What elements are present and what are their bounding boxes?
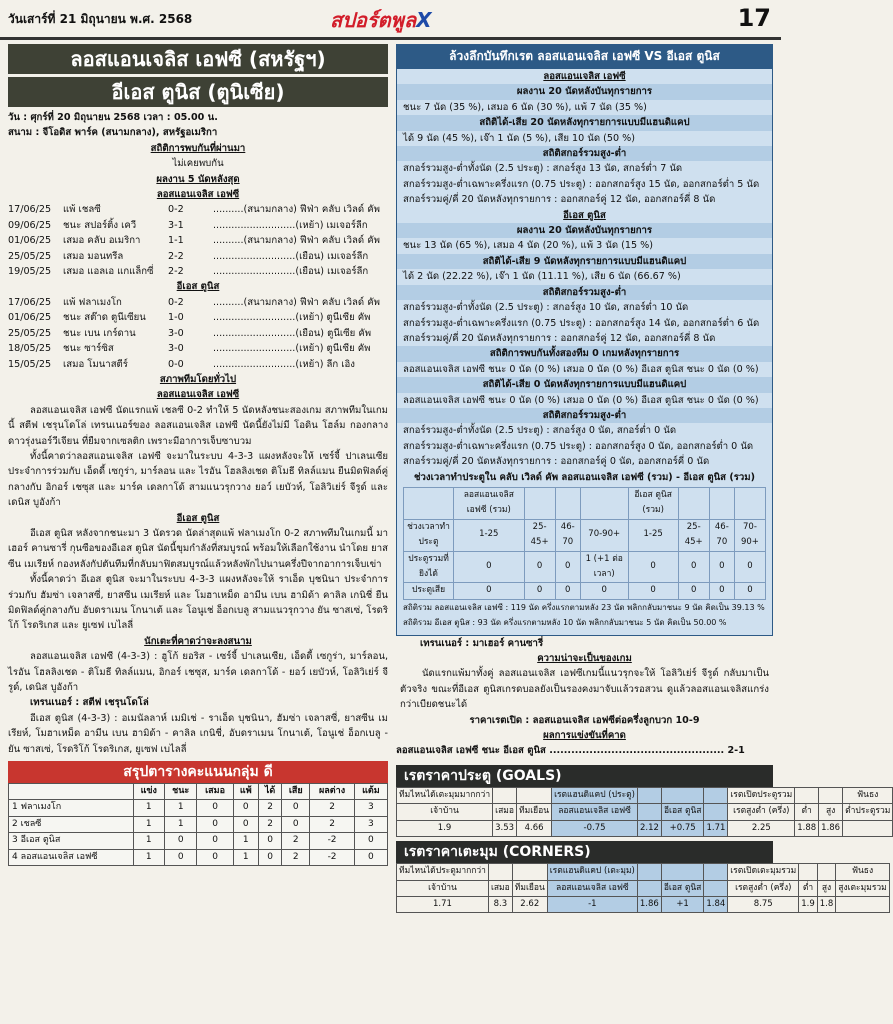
table-cell: 0	[628, 583, 678, 599]
table-cell: 1.8	[817, 896, 836, 912]
table-cell: ทีมเยือน	[512, 880, 547, 896]
table-cell: 0	[734, 551, 765, 583]
stat-line: สกอร์รวมคู่/คี่ 20 นัดหลังทุกรายการ : ออกสกอร์คู่ 12 นัด, ออกสกอร์คี่ 8 นัด	[403, 332, 716, 344]
table-cell: ต่ำ	[799, 880, 818, 896]
table-cell: 1-25	[628, 519, 678, 551]
result-date: 01/06/25	[8, 312, 52, 324]
result-competition: ...........................(เยือน) เมเจอร์ลีก	[213, 250, 369, 262]
result-row	[8, 310, 388, 325]
result-score: 0-0	[168, 358, 184, 370]
table-cell: เรตแฮนดิแคป (ประตู)	[552, 787, 638, 803]
table-header-cell: เสมอ	[197, 784, 233, 800]
prediction: ลอสแอนเจลิส เอฟซี ชนะ อีเอส ตูนิส ................................................ 2-1	[396, 745, 745, 757]
result-opponent: เสมอ คลับ อเมริกา	[63, 235, 141, 247]
table-header-cell	[9, 784, 134, 800]
table-cell: 0	[524, 551, 555, 583]
table-row	[9, 816, 388, 832]
table-cell: ประตูเสีย	[404, 583, 454, 599]
table-header-cell: แต้ม	[354, 784, 387, 800]
table-cell: ช่วงเวลาทำประตู	[404, 519, 454, 551]
table-cell: อีเอส ตูนิส	[661, 804, 704, 820]
result-opponent: แพ้ ฟลาเมงโก	[63, 296, 122, 308]
opening-price: ราคาเรตเปิด : ลอสแอนเจลิส เอฟซีต่อครึ่งลูกบวก 10-9	[469, 714, 700, 726]
table-cell: 0	[197, 800, 233, 816]
result-score: 3-1	[168, 219, 184, 231]
table-cell: 46-70	[709, 519, 734, 551]
result-date: 01/06/25	[8, 235, 52, 247]
result-opponent: ชนะ เบน เกร์ดาน	[63, 327, 136, 339]
result-row	[8, 357, 388, 372]
table-row	[9, 800, 388, 816]
table-cell: 1-25	[454, 519, 525, 551]
stat-line: ชนะ 13 นัด (65 %), เสมอ 4 นัด (20 %), แพ้ 3 นัด (15 %)	[403, 240, 653, 252]
table-cell: ฟันธง	[843, 787, 893, 803]
table-cell: 1	[133, 816, 164, 832]
table-cell: -0.75	[552, 820, 638, 836]
stat-line: ได้ 2 นัด (22.22 %), เจ๊า 1 นัด (11.11 %), เสีย 6 นัด (66.67 %)	[403, 271, 681, 283]
stat-summary: สถิติรวม อีเอส ตูนิส : 93 นัด ครึ่งแรกตามหลัง 10 นัด พลิกกลับมาชนะ 5 นัด คิดเป็น 50.00 %	[403, 618, 727, 628]
table-cell: 25-45+	[524, 519, 555, 551]
table-cell: 2.25	[728, 820, 795, 836]
paragraph: อีเอส ตูนิส หลังจากชนะมา 3 นัดรวด นัดล่าสุดแพ้ ฟลาเมงโก 0-2 สภาพทีมในเกมนี้ มาเฮอร์ คานซารี่ กุนซือของอีเอส ตูนิส นัดนี้ขุมกำลังที่สมบูรณ์ พร้อมให้เลือกใช้งาน นำโดย ยาสซีน เมเรียห์ กองหลังกัปตันทีมที่กลับมาฟิตสมบูรณ์แล้วหลังพักไปนานครึ่งปีจากอาการเจ็บเข่า	[8, 527, 388, 570]
table-cell	[678, 487, 709, 519]
left-column	[8, 44, 388, 1020]
table-cell: 1	[233, 833, 258, 849]
table-cell: 0	[233, 800, 258, 816]
table-cell: 0	[354, 849, 387, 865]
table-cell: ต่ำ	[795, 804, 819, 820]
table-cell: 1 (+1 ต่อเวลา)	[580, 551, 628, 583]
result-row	[8, 202, 388, 217]
table-cell: ฟันธง	[836, 864, 889, 880]
result-opponent: ชนะ สปอร์ติ้ง เควี	[63, 219, 137, 231]
table-cell: 3	[354, 816, 387, 832]
table-cell: 3	[354, 800, 387, 816]
table-cell: 2	[310, 800, 355, 816]
table-cell: 2	[282, 849, 310, 865]
table-cell: ทีมไหนได้ประตูมากกว่า	[397, 864, 489, 880]
result-opponent: ชนะ สต๊าด ตูนีเซียน	[63, 312, 146, 324]
stat-line: ชนะ 7 นัด (35 %), เสมอ 6 นัด (30 %), แพ้ 7 นัด (35 %)	[403, 101, 647, 113]
table-cell: 0	[165, 849, 197, 865]
table-cell	[555, 487, 580, 519]
table-cell: 3 อีเอส ตูนิส	[9, 833, 134, 849]
table-row	[397, 820, 893, 836]
table-header-cell: ได้	[258, 784, 281, 800]
section-band: สถิติสกอร์รวมสูง-ต่ำ	[397, 408, 772, 423]
table-cell: 1.88	[795, 820, 819, 836]
page-header	[0, 0, 781, 40]
stats-title: ล้วงลึกบันทึกเรต ลอสแอนเจลิส เอฟซี VS อีเอส ตูนิส	[396, 44, 773, 68]
table-cell: อีเอส ตูนิส (รวม)	[628, 487, 678, 519]
table-cell	[580, 487, 628, 519]
table-cell: 2	[258, 816, 281, 832]
table-cell	[493, 787, 517, 803]
table-cell: 0	[233, 816, 258, 832]
table-cell	[795, 787, 819, 803]
result-row	[8, 233, 388, 248]
table-cell: สูง	[819, 804, 843, 820]
header-date: วันเสาร์ที่ 21 มิถุนายน พ.ศ. 2568	[8, 12, 193, 26]
table-cell: 1.84	[704, 896, 728, 912]
table-cell: -2	[310, 849, 355, 865]
stat-line: สกอร์รวมสูง-ต่ำเฉพาะครึ่งแรก (0.75 ประตู) : ออกสกอร์สูง 15 นัด, ออกสกอร์ต่ำ 5 นัด	[403, 178, 760, 190]
table-cell: 1	[165, 800, 197, 816]
table-cell: 0	[165, 833, 197, 849]
table-cell	[517, 787, 552, 803]
table-cell: อีเอส ตูนิส	[661, 880, 704, 896]
table-cell: -2	[310, 833, 355, 849]
table-cell: 1 ฟลาเมงโก	[9, 800, 134, 816]
table-cell: เจ้าบ้าน	[397, 804, 493, 820]
table-header-cell: ผลต่าง	[310, 784, 355, 800]
section-band: ผลงาน 20 นัดหลังบันทุกรายการ	[397, 84, 772, 99]
table-row	[397, 880, 890, 896]
table-cell: เรตเปิดเตะมุมรวม	[728, 864, 799, 880]
table-cell: 0	[197, 833, 233, 849]
table-cell: 0	[678, 583, 709, 599]
result-date: 09/06/25	[8, 219, 52, 231]
result-score: 2-2	[168, 250, 184, 262]
last5-title: ผลงาน 5 นัดหลังสุด	[156, 173, 240, 185]
table-header-cell: แพ้	[233, 784, 258, 800]
table-cell: 1.86	[819, 820, 843, 836]
group-table-title: สรุปตารางคะแนนกลุ่ม ดี	[8, 761, 388, 783]
h2h-value: ไม่เคยพบกัน	[172, 158, 224, 170]
table-cell	[661, 787, 704, 803]
table-cell: 0	[709, 551, 734, 583]
table-cell: เรตสูงต่ำ (ครึ่ง)	[728, 804, 795, 820]
stat-line: สกอร์รวมสูง-ต่ำเฉพาะครึ่งแรก (0.75 ประตู) : ออกสกอร์สูง 14 นัด, ออกสกอร์ต่ำ 6 นัด	[403, 317, 760, 329]
table-cell: 25-45+	[678, 519, 709, 551]
result-date: 25/05/25	[8, 250, 52, 262]
result-score: 2-2	[168, 266, 184, 278]
table-cell: 46-70	[555, 519, 580, 551]
result-competition: ...........................(เหย้า) เมเจอร์ลีก	[213, 219, 368, 231]
table-cell: เรตแฮนดิแคป (เตะมุม)	[547, 864, 637, 880]
result-date: 17/06/25	[8, 204, 52, 216]
table-cell: สูง	[817, 880, 836, 896]
table-cell	[709, 487, 734, 519]
result-score: 1-0	[168, 312, 184, 324]
table-cell	[638, 787, 662, 803]
table-cell: 1.86	[637, 896, 661, 912]
table-cell	[704, 880, 728, 896]
result-competition: ..........(สนามกลาง) ฟีฟ่า คลับ เวิลด์ คัพ	[213, 296, 380, 308]
result-row	[8, 326, 388, 341]
group-standings-table	[8, 783, 388, 866]
table-cell	[404, 487, 454, 519]
table-cell: 0	[197, 849, 233, 865]
table-row	[397, 864, 890, 880]
team-a-results	[8, 202, 388, 279]
result-date: 15/05/25	[8, 358, 52, 370]
table-row	[9, 833, 388, 849]
result-opponent: เสมอ มอนทรีล	[63, 250, 124, 262]
table-cell	[799, 864, 818, 880]
stat-summary: สถิติรวม ลอสแอนเจลิส เอฟซี : 119 นัด ครึ่งแรกตามหลัง 23 นัด พลิกกลับมาชนะ 9 นัด คิดเป็น 39.13 %	[403, 602, 765, 612]
table-header-cell: เสีย	[282, 784, 310, 800]
opinion-title: ความน่าจะเป็นของเกม	[537, 653, 632, 665]
result-row	[8, 295, 388, 310]
result-score: 3-0	[168, 343, 184, 355]
table-cell: 70-90+	[580, 519, 628, 551]
team-b-stats-title: อีเอส ตูนิส	[563, 209, 606, 221]
match-datetime: วัน : ศุกร์ที่ 20 มิถุนายน 2568 เวลา : 05.00 น.	[8, 112, 218, 123]
stat-line: สกอร์รวมคู่/คี่ 20 นัดหลังทุกรายการ : ออกสกอร์คู่ 0 นัด, ออกสกอร์คี่ 0 นัด	[403, 456, 710, 468]
table-cell: 0	[282, 816, 310, 832]
result-competition: ...........................(เยือน) ตูนีเซีย คัพ	[213, 327, 372, 339]
opinion-text: นัดแรกแพ้มาทั้งคู่ ลอสแอนเจลิส เอฟซีเกมนี้แนวรุกจะให้ โอลิวิเย่ร์ จีรูด์ กลับมาเป็นตัวจริง ขณะที่อีเอส ตูนิสเกรดบอลยังเป็นรองคงมาจับแล้วรอสวน ดูแล้วลอสแอนเจลิสแกร่งกว่าเบียดชนะได้	[400, 668, 769, 711]
result-competition: ...........................(เยือน) เมเจอร์ลีก	[213, 266, 369, 278]
table-cell: 1.9	[799, 896, 818, 912]
table-row	[404, 519, 766, 551]
table-cell	[661, 864, 704, 880]
table-cell: 0	[580, 583, 628, 599]
table-cell: ทีมไหนได้เตะมุมมากกว่า	[397, 787, 493, 803]
newspaper-logo: สปอร์ตพูลX	[330, 8, 432, 32]
result-competition: ...........................(เหย้า) ตูนีเซีย คัพ	[213, 312, 371, 324]
result-score: 3-0	[168, 327, 184, 339]
table-cell	[817, 864, 836, 880]
table-cell: เรตเปิดประตูรวม	[728, 787, 795, 803]
team-a-stats-title: ลอสแอนเจลิส เอฟซี	[543, 71, 626, 82]
table-cell: 2	[310, 816, 355, 832]
h2h-title: สถิติการพบกันที่ผ่านมา	[150, 142, 246, 154]
result-competition: ..........(สนามกลาง) ฟีฟ่า คลับ เวิลด์ คัพ	[213, 204, 380, 216]
table-cell: 2	[282, 833, 310, 849]
result-competition: ..........(สนามกลาง) ฟีฟ่า คลับ เวิลด์ คัพ	[213, 235, 380, 247]
away-team-title: อีเอส ตูนิส (ตูนิเซีย)	[8, 77, 388, 107]
table-cell: สูงเตะมุมรวม	[836, 880, 889, 896]
table-cell: เสมอ	[493, 804, 517, 820]
table-cell: 1	[133, 833, 164, 849]
stat-line: สกอร์รวมคู่/คี่ 20 นัดหลังทุกรายการ : ออกสกอร์คู่ 12 นัด, ออกสกอร์คี่ 8 นัด	[403, 194, 716, 206]
table-cell: 0	[282, 800, 310, 816]
table-cell	[704, 864, 728, 880]
table-cell: 2 เชลซี	[9, 816, 134, 832]
table-row	[404, 487, 766, 519]
table-cell: 1.71	[397, 896, 489, 912]
table-cell: 0	[354, 833, 387, 849]
paragraph: ลอสแอนเจลิส เอฟซี นัดแรกแพ้ เชลซี 0-2 ทำให้ 5 นัดหลังชนะสองเกม สภาพทีมในเกมนี้ สตีฟ เชรุนโดโล่ เทรนเนอร์ของ ลอสแอนเจลิส เอฟซี นัดนี้ยังไม่มี โอดิน โฮล์ม กองกลางดาวรุ่งนอร์วีเจียน ที่ยืมจากเซลติก เพราะมีอาการเจ็บซาบวม	[8, 404, 388, 447]
table-cell: 0	[197, 816, 233, 832]
table-row	[404, 551, 766, 583]
table-cell: 2.12	[638, 820, 662, 836]
table-cell: 1	[165, 816, 197, 832]
section-band: สถิติได้-เสีย 9 นัดหลังทุกรายการแบบมีแฮนดิแคป	[397, 254, 772, 269]
table-cell: 0	[678, 551, 709, 583]
result-score: 1-1	[168, 235, 184, 247]
table-cell	[819, 787, 843, 803]
table-cell	[638, 804, 662, 820]
table-cell: 0	[709, 583, 734, 599]
trainer-team-b: เทรนเนอร์ : มาเฮอร์ คานซารี่	[420, 637, 544, 649]
corners-odds-table	[396, 863, 890, 913]
match-venue: สนาม : จีโอดิส พาร์ค (สนามกลาง), สหรัฐอเมริกา	[8, 127, 218, 139]
goals-odds-table	[396, 787, 893, 837]
table-cell: 0	[258, 849, 281, 865]
table-cell: เรตสูงต่ำ (ครึ่ง)	[728, 880, 799, 896]
result-opponent: แพ้ เชลซี	[63, 204, 101, 216]
page-number: 17	[737, 4, 771, 32]
table-cell: 1.9	[397, 820, 493, 836]
table-row	[404, 583, 766, 599]
result-opponent: เสมอ แอลเอ แกแล็กซี่	[63, 266, 154, 278]
right-column	[396, 44, 891, 1020]
overview-team-b: อีเอส ตูนิส	[176, 512, 220, 524]
stat-line: ลอสแอนเจลิส เอฟซี ชนะ 0 นัด (0 %) เสมอ 0 นัด (0 %) อีเอส ตูนิส ชนะ 0 นัด (0 %)	[403, 363, 759, 375]
cwc-goal-times-table	[403, 487, 766, 600]
table-cell: 1	[133, 849, 164, 865]
table-cell: 8.75	[728, 896, 799, 912]
table-cell: 0	[555, 551, 580, 583]
table-header-cell: แข่ง	[133, 784, 164, 800]
table-cell: 4.66	[517, 820, 552, 836]
table-cell: 3.53	[493, 820, 517, 836]
table-cell: 8.3	[488, 896, 512, 912]
table-cell: 0	[555, 583, 580, 599]
lineup-team-a: ลอสแอนเจลิส เอฟซี (4-3-3) : ฮูโก้ ยอริส - เซร์จี้ ปาเลนเซีย, เอ็ดดี้ เซกูร่า, มาร์ลอน, ไรอัน โฮลลิงเชด - ติโมธี ทิลล์แมน, อิกอร์ เชซุส, มาร์ค เดลกาโด้ - ยอว์ เยบัวห์, โอลิวิเย่ร์ จีรูด์, เดนิส บูอังก้า	[8, 651, 388, 694]
table-cell: 0	[454, 583, 525, 599]
stat-line: สกอร์รวมสูง-ต่ำทั้งนัด (2.5 ประตู) : สกอร์สูง 0 นัด, สกอร์ต่ำ 0 นัด	[403, 425, 677, 437]
table-cell: 2.62	[512, 896, 547, 912]
table-cell: 2	[258, 800, 281, 816]
overview-team-a: ลอสแอนเจลิส เอฟซี	[156, 389, 240, 401]
result-date: 18/05/25	[8, 343, 52, 355]
stat-line: ลอสแอนเจลิส เอฟซี ชนะ 0 นัด (0 %) เสมอ 0 นัด (0 %) อีเอส ตูนิส ชนะ 0 นัด (0 %)	[403, 394, 759, 406]
table-cell: 4 ลอสแอนเจลิส เอฟซี	[9, 849, 134, 865]
table-cell: 0	[524, 583, 555, 599]
table-cell: ต่ำประตูรวม	[843, 804, 893, 820]
table-cell: ประตูรวมที่ยิงได้	[404, 551, 454, 583]
table-cell: ลอสแอนเจลิส เอฟซี	[552, 804, 638, 820]
table-cell	[637, 864, 661, 880]
table-cell: +1	[661, 896, 704, 912]
table-row	[397, 804, 893, 820]
paragraph: ทั้งนี้คาดว่าลอสแอนเจลิส เอฟซี จะมาในระบบ 4-3-3 แผงหลังจะให้ เซร์จี้ ปาเลนเซีย ประจำการร่วมกับ เอ็ดดี้ เซกูร่า, มาร์ลอน และ ไรอัน โฮลลิงเชด ติโมธี ทิลล์แมน ยืนมิดฟิลด์คู่กลางกับ อิกอร์ เชซุส และ มาร์ค เดลกาโด้ สามแนวรุกวาง ยอว์ เยบัวห์, โอลิวิเย่ร์ จีรูด์ และ เดนิส บูอังก้า	[8, 450, 388, 509]
result-row	[8, 249, 388, 264]
table-cell: 1	[133, 800, 164, 816]
section-band: ผลงาน 20 นัดหลังบันทุกรายการ	[397, 223, 772, 238]
table-cell	[704, 787, 728, 803]
section-band: สถิติได้-เสีย 20 นัดหลังทุกรายการแบบมีแฮนดิแคป	[397, 115, 772, 130]
result-score: 0-2	[168, 296, 184, 308]
result-opponent: ชนะ ซาร์ซิส	[63, 343, 114, 355]
table-cell: -1	[547, 896, 637, 912]
overview-title: สภาพทีมโดยทั่วไป	[159, 373, 237, 385]
table-cell: 1.71	[704, 820, 728, 836]
table-cell	[512, 864, 547, 880]
table-cell: เจ้าบ้าน	[397, 880, 489, 896]
team-a-title: ลอสแอนเจลิส เอฟซี	[156, 189, 240, 201]
result-row	[8, 341, 388, 356]
stat-line: สกอร์รวมสูง-ต่ำเฉพาะครึ่งแรก (0.75 ประตู) : ออกสกอร์สูง 0 นัด, ออกสกอร์ต่ำ 0 นัด	[403, 440, 754, 452]
section-band: สถิติการพบกันทั้งสองทีม 0 เกมหลังทุกรายการ	[397, 346, 772, 361]
table-cell	[637, 880, 661, 896]
stats-box	[396, 68, 773, 636]
corners-odds-title: เรตราคาเตะมุม (CORNERS)	[396, 841, 773, 863]
table-cell	[734, 487, 765, 519]
table-cell	[836, 896, 889, 912]
table-cell: ลอสแอนเจลิส เอฟซี (รวม)	[454, 487, 525, 519]
result-row	[8, 264, 388, 279]
table-cell	[843, 820, 893, 836]
cwc-goal-times-title: ช่วงเวลาทำประตูใน คลับ เวิลด์ คัพ ลอสแอนเจลิส เอฟซี (รวม) - อีเอส ตูนิส (รวม)	[414, 471, 755, 483]
section-band: สถิติสกอร์รวมสูง-ต่ำ	[397, 146, 772, 161]
table-cell: ลอสแอนเจลิส เอฟซี	[547, 880, 637, 896]
table-cell	[524, 487, 555, 519]
home-team-title: ลอสแอนเจลิส เอฟซี (สหรัฐฯ)	[8, 44, 388, 74]
result-date: 19/05/25	[8, 266, 52, 278]
table-row	[397, 896, 890, 912]
trainer-team-a: เทรนเนอร์ : สตีฟ เชรุนโดโล่	[30, 697, 149, 709]
table-cell	[488, 864, 512, 880]
table-cell: ทีมเยือน	[517, 804, 552, 820]
table-cell: 0	[258, 833, 281, 849]
table-cell: 0	[454, 551, 525, 583]
goals-odds-title: เรตราคาประตู (GOALS)	[396, 765, 773, 787]
result-competition: ...........................(เหย้า) ตูนีเซีย คัพ	[213, 343, 371, 355]
table-cell	[704, 804, 728, 820]
lineup-title: นักเตะที่คาดว่าจะลงสนาม	[144, 635, 252, 647]
table-cell: +0.75	[661, 820, 704, 836]
table-row	[9, 849, 388, 865]
table-cell: 1	[233, 849, 258, 865]
section-band: สถิติสกอร์รวมสูง-ต่ำ	[397, 285, 772, 300]
result-date: 17/06/25	[8, 296, 52, 308]
table-cell: 70-90+	[734, 519, 765, 551]
table-cell: 0	[734, 583, 765, 599]
result-competition: ...........................(เหย้า) ลีก เอิง	[213, 358, 355, 370]
table-cell: เสมอ	[488, 880, 512, 896]
result-date: 25/05/25	[8, 327, 52, 339]
result-opponent: เสมอ โมนาสตีร์	[63, 358, 128, 370]
team-b-title: อีเอส ตูนิส	[176, 281, 220, 293]
result-score: 0-2	[168, 204, 184, 216]
lineup-team-b: อีเอส ตูนิส (4-3-3) : อเมนัลลาห์ เมมิเช่ - ราเอ็ด บุชนินา, ฮัมซ่า เจลาสซี่, ยาสซีน เมเรียห์, โมฮาเหม็ด อามีน เบน ฮามิด้า - คาลิล เกนิชี่, อับดราเมน โกนาเต้, โอนูเช่ อ็อกเบลู - ยัน ซาสเซ่, โรดริโก้ โรดริเกส, ยูเซฟ เบไลลี่	[8, 712, 388, 755]
stat-line: สกอร์รวมสูง-ต่ำทั้งนัด (2.5 ประตู) : สกอร์สูง 13 นัด, สกอร์ต่ำ 7 นัด	[403, 163, 683, 175]
result-row	[8, 218, 388, 233]
stat-line: ได้ 9 นัด (45 %), เจ๊า 1 นัด (5 %), เสีย 10 นัด (50 %)	[403, 132, 635, 144]
stat-line: สกอร์รวมสูง-ต่ำทั้งนัด (2.5 ประตู) : สกอร์สูง 10 นัด, สกอร์ต่ำ 10 นัด	[403, 302, 689, 314]
table-row	[397, 787, 893, 803]
prediction-title: ผลการแข่งขันที่คาด	[543, 730, 626, 742]
section-band: สถิติได้-เสีย 0 นัดหลังทุกรายการแบบมีแฮนดิแคป	[397, 377, 772, 392]
team-b-results	[8, 295, 388, 372]
paragraph: ทั้งนี้คาดว่า อีเอส ตูนิส จะมาในระบบ 4-3-3 แผงหลังจะให้ ราเอ็ด บุชนินา ประจำการร่วมกับ ฮัมซ่า เจลาสซี่, ยาสซีน เมเรียห์ และ โมฮาเหม็ด อามีน เบน ฮามิด้า คาลิล เกนิชี่ ยืนมิดฟิลด์คู่กลางกับ อับดราเมน โกนาเต้ และ โอนูเช่ อ็อกเบลู สามแนวรุกวาง ยัน ซาสเซ่, โรดริโก้ โรดริเกส และ ยูเซฟ เบไลลี่	[8, 574, 388, 632]
table-header-cell: ชนะ	[165, 784, 197, 800]
table-cell: 0	[628, 551, 678, 583]
